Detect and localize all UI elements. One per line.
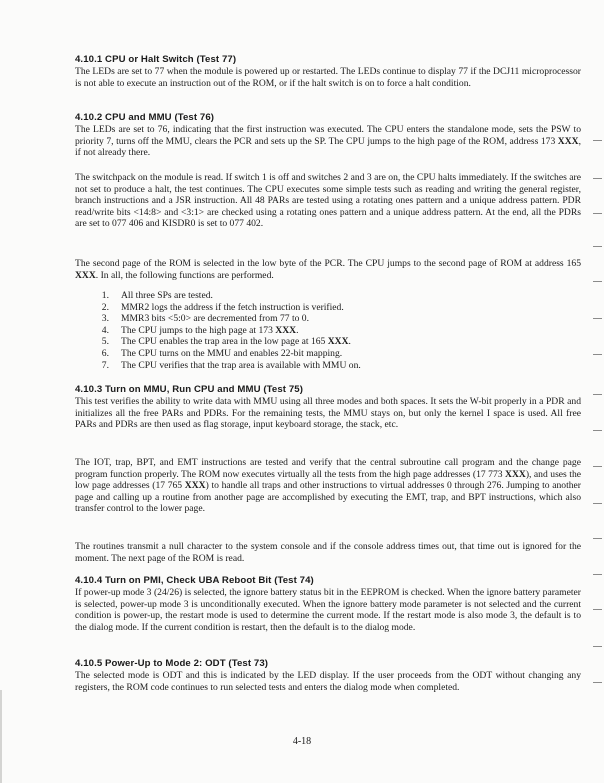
margin-mark xyxy=(593,213,602,214)
section-heading: 4.10.3 Turn on MMU, Run CPU and MMU (Test 75) xyxy=(75,384,304,395)
paragraph: The second page of the ROM is selected in the low byte of the PCR. The CPU jumps to the second page of ROM at address 165 XXX. In all, the following functions are performed. xyxy=(75,258,581,281)
section-4-10-4 xyxy=(75,575,581,633)
list-item: 1. All three SPs are tested. xyxy=(101,290,213,301)
paragraph: The switchpack on the module is read. If switch 1 is off and switches 2 and 3 are on, the CPU halts immediately. If the switches are not set to produce a halt, the test continues. The CPU executes some simple tests such as reading and writing the general register, branch instructions and a JSR instruction. All 48 PARs are tested using a rotating ones pattern and a unique address pattern. PDR read/write bits <14:8> and <3:1> are checked using a rotating ones pattern and a unique address pattern. At the end, all the PDRs are set to 077 406 and KISDR0 is set to 077 402. xyxy=(75,172,581,230)
paragraph: The selected mode is ODT and this is indicated by the LED display. If the user proceeds from the ODT without changing any registers, the ROM code continues to run selected tests and enters the dialog mode when completed. xyxy=(75,670,581,693)
section-heading: 4.10.5 Power-Up to Mode 2: ODT (Test 73) xyxy=(75,658,269,669)
margin-mark xyxy=(593,394,602,395)
margin-mark xyxy=(593,466,602,467)
list-item: 6. The CPU turns on the MMU and enables 22-bit mapping. xyxy=(101,347,343,359)
margin-mark xyxy=(593,430,602,431)
margin-mark xyxy=(593,503,602,504)
section-4-10-5 xyxy=(75,658,581,693)
section-4-10-3 xyxy=(75,384,581,431)
margin-mark xyxy=(593,140,602,141)
section-4-10-1 xyxy=(75,54,581,89)
margin-mark xyxy=(593,609,602,610)
paragraph-block xyxy=(75,457,581,515)
paragraph: The IOT, trap, BPT, and EMT instructions are tested and verify that the central subroutine call program and the change page program function properly. The ROM now executes virtually all the tests from the high page addresses (17 773 XXX), and uses the low page addresses (17 765 XXX) to handle all traps and other instructions to virtual addresses 0 through 276. Jumping to another page and calling up a routine from another page are accomplished by executing the EMT, trap, and BPT instructions, which also transfer control to the lower page. xyxy=(75,457,582,515)
margin-mark xyxy=(593,281,602,282)
paragraph-block xyxy=(75,541,581,564)
margin-mark xyxy=(593,682,602,683)
margin-mark xyxy=(593,574,602,575)
list-item: 3. MMR3 bits <5:0> are decremented from 77 to 0. xyxy=(101,313,310,325)
margin-mark xyxy=(593,178,602,179)
paragraph-block xyxy=(75,258,581,281)
page-number: 4-18 xyxy=(292,736,312,747)
section-heading: 4.10.1 CPU or Halt Switch (Test 77) xyxy=(75,54,237,65)
paragraph: The routines transmit a null character to the system console and if the console address times out, that time out is ignored for the moment. The next page of the ROM is read. xyxy=(75,541,581,564)
section-4-10-2 xyxy=(75,112,581,159)
margin-mark xyxy=(593,538,602,539)
list-item: 5. The CPU enables the trap area in the low page at 165 XXX. xyxy=(101,336,351,348)
paragraph: If power-up mode 3 (24/26) is selected, the ignore battery status bit in the EEPROM is checked. When the ignore battery parameter is selected, power-up mode 3 is unconditionally executed. When the ignore battery mode parameter is not selected and the current condition is power-up, the restart mode is used to determine the current mode. If the restart mode is also mode 3, the default is to the dialog mode. If the current condition is restart, then the default is to the dialog mode. xyxy=(75,587,581,633)
section-heading: 4.10.4 Turn on PMI, Check UBA Reboot Bit (Test 74) xyxy=(75,575,314,586)
list-item: 7. The CPU verifies that the trap area is available with MMU on. xyxy=(101,359,361,371)
margin-mark xyxy=(593,354,602,355)
list-item: 4. The CPU jumps to the high page at 173 XXX. xyxy=(101,324,299,336)
margin-mark xyxy=(593,318,602,319)
functions-list xyxy=(95,290,555,371)
margin-mark xyxy=(593,246,602,247)
paragraph: The LEDs are set to 77 when the module is powered up or restarted. The LEDs continue to display 77 if the DCJ11 microprocessor is not able to execute an instruction out of the ROM, or if the halt switch is on to force a halt condition. xyxy=(75,66,581,89)
paragraph: The LEDs are set to 76, indicating that the first instruction was executed. The CPU enters the standalone mode, sets the PSW to priority 7, turns off the MMU, clears the PCR and sets up the SP. The CPU jumps to the high page of the ROM, address 173 XXX, if not already there. xyxy=(75,124,581,159)
paragraph: This test verifies the ability to write data with MMU using all three modes and both spaces. It sets the W-bit properly in a PDR and initializes all the free PARs and PDRs. For the remaining tests, the MMU stays on, but only the kernel I space is used. All free PARs and PDRs are then used as flag storage, input keyboard storage, the stack, etc. xyxy=(75,396,581,431)
list-item: 2. MMR2 logs the address if the fetch instruction is verified. xyxy=(101,301,344,313)
scan-edge-shadow xyxy=(0,690,2,783)
section-heading: 4.10.2 CPU and MMU (Test 76) xyxy=(75,112,215,123)
paragraph-block xyxy=(75,172,581,230)
margin-mark xyxy=(593,646,602,647)
